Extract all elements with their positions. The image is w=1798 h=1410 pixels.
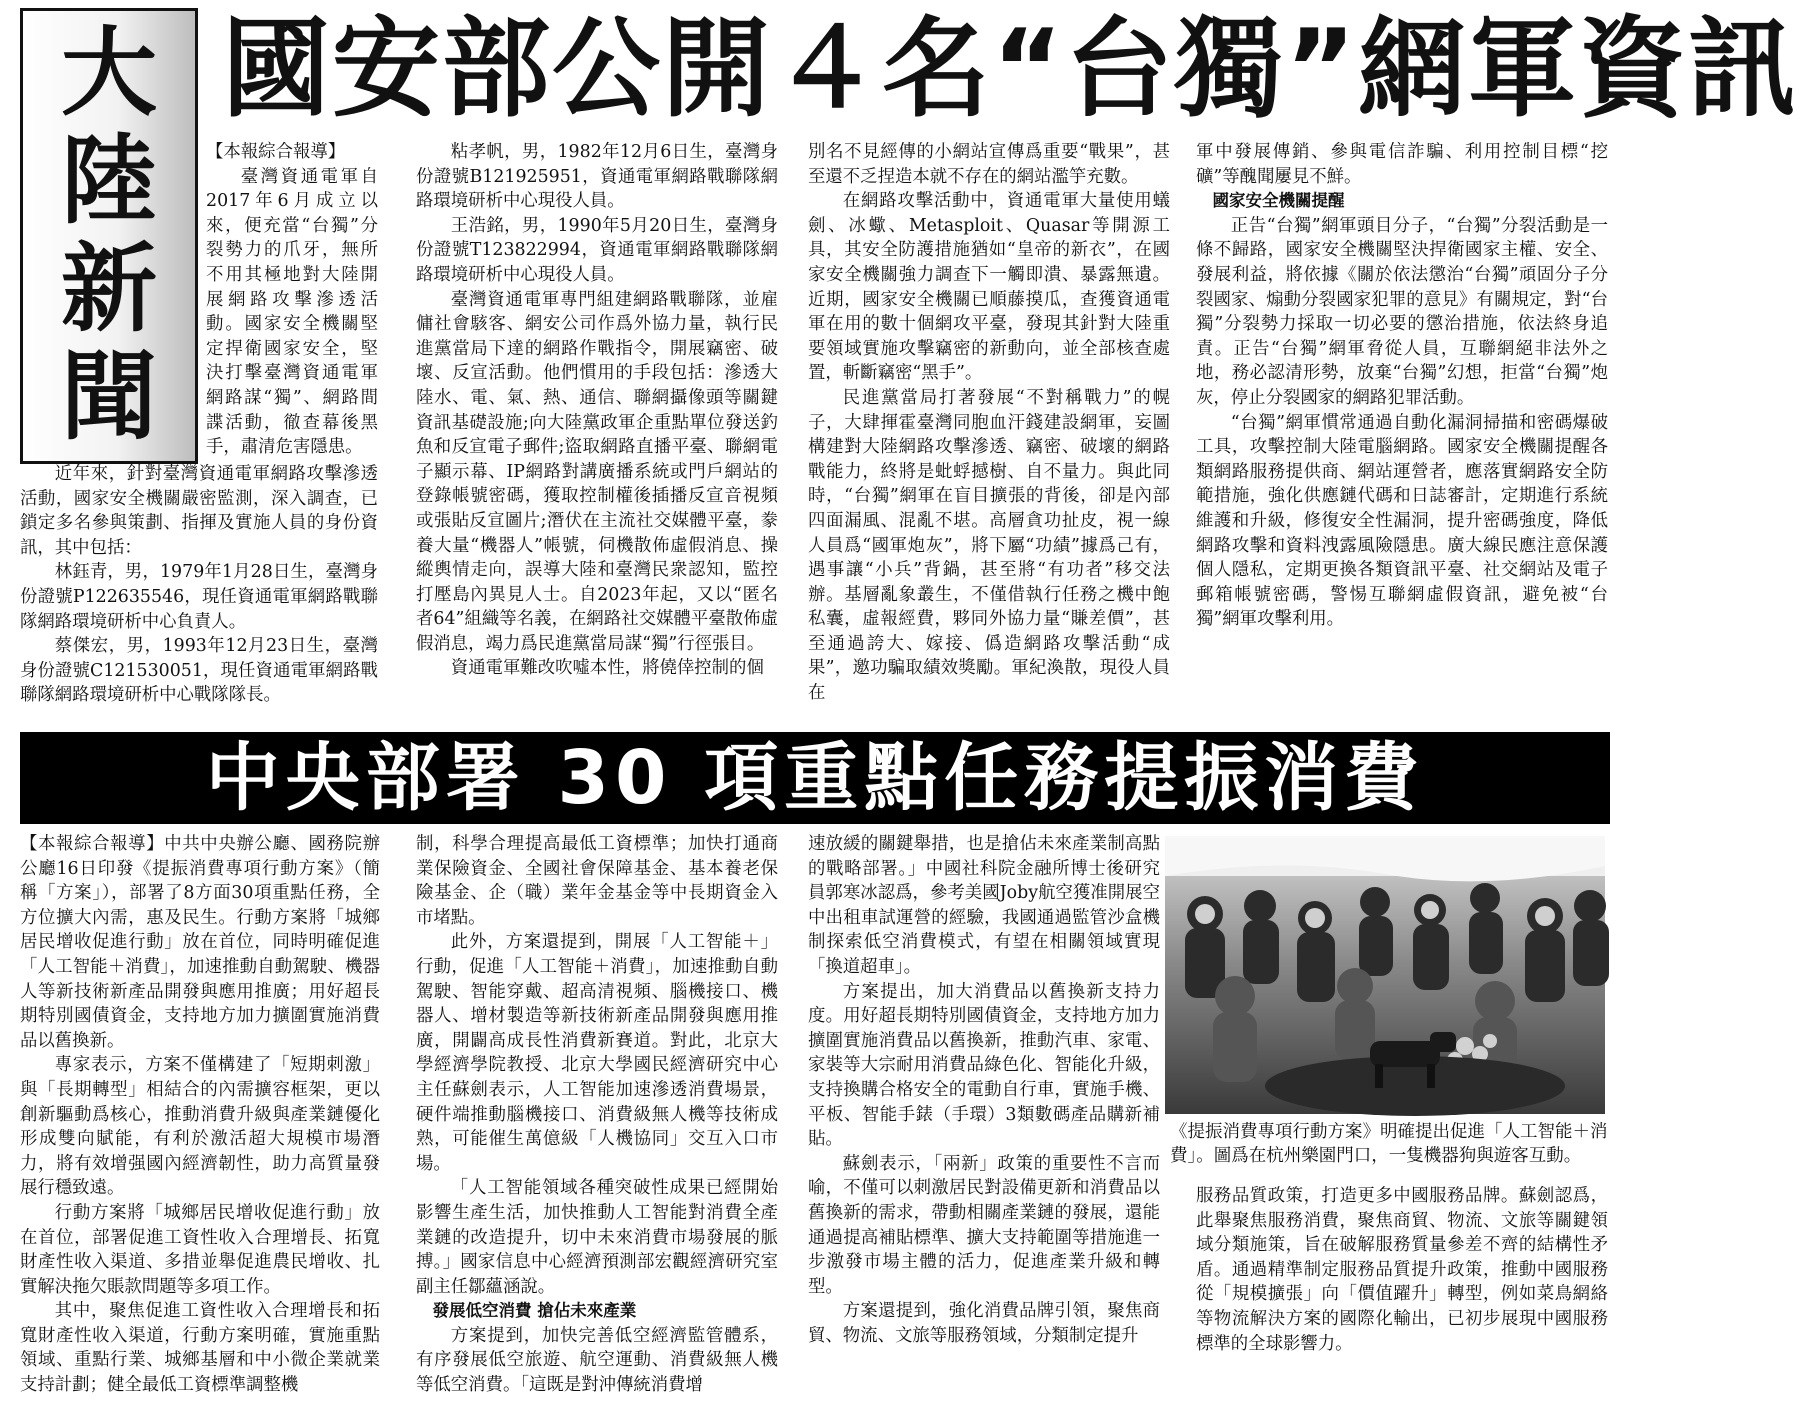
article1-headline: 國安部公開４名“台獨”網軍資訊 [222, 7, 1798, 132]
paragraph: 別名不見經傳的小網站宣傳爲重要“戰果”，甚至還不乏捏造本就不存在的網站濫竽充數。 [808, 142, 1170, 187]
paragraph: 粘孝帆，男，1982年12月6日生，臺灣身份證號B121925951，資通電軍網路戰聯隊網路環境研析中心現役人員。 [416, 142, 778, 212]
article1-byline: 【本報綜合報導】 [206, 142, 346, 162]
subheading: 國家安全機關提醒 [1212, 191, 1345, 211]
paragraph: 方案提到，加快完善低空經濟監管體系，有序發展低空旅遊、航空運動、消費級無人機等低空消費。「這既是對沖傳統消費增 [416, 1325, 778, 1396]
paragraph: 行動方案將「城鄉居民增收促進行動」放在首位，部署促進工資性收入合理增長、拓寬財產性收入渠道、多措並舉促進農民增收、扎實解決拖欠賬款問題等多項工作。 [20, 1202, 380, 1297]
article1-column-4 [1196, 140, 1608, 696]
article1-column-1 [206, 140, 378, 460]
article2-column-4 [1196, 1184, 1608, 1404]
article1-column-2 [416, 140, 778, 696]
paragraph: 軍中發展傳銷、參與電信詐騙、利用控制目標“挖礦”等醜聞屢見不鮮。 [1196, 142, 1608, 187]
section-label [20, 8, 198, 464]
paragraph: 此外，方案還提到，開展「人工智能＋」行動，促進「人工智能＋消費」，加速推動自動駕駛、智能穿戴、超高清視頻、腦機接口、機器人、增材製造等新技術新產品開發與應用推廣，開闢高成長性消費新賽道。對此，北京大學經濟學院教授、北京大學國民經濟研究中心主任蘇劍表示，人工智能加速滲透消費場景，硬件端推動腦機接口、消費級無人機等技術成熟，可能催生萬億級「人機協同」交互入口市場。 [416, 932, 778, 1174]
paragraph: 制，科學合理提高最低工資標準；加快打通商業保險資金、全國社會保障基金、基本養老保險基金、企（職）業年金基金等中長期資金入市堵點。 [416, 834, 778, 928]
article2-headline: 中央部署 30 項重點任務提振消費 [20, 732, 1610, 824]
news-photo [1165, 836, 1605, 1114]
paragraph: 民進黨當局打著發展“不對稱戰力”的幌子，大肆揮霍臺灣同胞血汗錢建設網軍，妄圖構建對大陸網路攻擊滲透、竊密、破壞的網路戰能力，終將是蚍蜉撼樹、自不量力。與此同時，“台獨”網軍在盲目擴張的背後，卻是內部四面漏風、混亂不堪。高層貪功扯皮，視一線人員爲“國軍炮灰”，將下屬“功績”據爲己有，遇事讓“小兵”背鍋，甚至將“有功者”移交法辦。基層亂象叢生，不僅借執行任務之機中飽私囊，虛報經費，夥同外協力量“賺差價”，甚至通過誇大、嫁接、僞造網路攻擊活動“成果”，邀功騙取績效獎勵。軍紀渙散，現役人員在 [808, 387, 1170, 704]
subheading: 發展低空消費 搶佔未來產業 [432, 1301, 637, 1321]
photo-caption: 《提振消費專項行動方案》明確提出促進「人工智能＋消費」。圖爲在杭州樂園門口，一隻機器狗與遊客互動。 [1170, 1122, 1608, 1166]
paragraph: 王浩銘，男，1990年5月20日生，臺灣身份證號T123822994，資通電軍網路戰聯隊網路環境研析中心現役人員。 [416, 215, 778, 285]
paragraph: 服務品質政策，打造更多中國服務品牌。蘇劍認爲，此舉聚焦服務消費，聚焦商貿、物流、文旅等關鍵領域分類施策，旨在破解服務質量參差不齊的結構性矛盾。通過精準制定服務品質提升政策，推動中國服務從「規模擴張」向「價值躍升」轉型，例如菜鳥網絡等物流解決方案的國際化輸出，已初步展現中國服務標準的全球影響力。 [1196, 1186, 1608, 1354]
paragraph: 專家表示，方案不僅構建了「短期刺激」與「長期轉型」相結合的內需擴容框架，更以創新驅動爲核心，推動消費升級與產業鏈優化形成雙向賦能，有利於激活超大規模市場潛力，將有效增强國內經濟韌性，助力高質量發展行穩致遠。 [20, 1055, 380, 1199]
section-label-char: 陸 [61, 124, 157, 237]
article2-column-1 [20, 832, 380, 1404]
article2-column-3 [808, 832, 1160, 1404]
paragraph: 速放緩的關鍵舉措，也是搶佔未來產業制高點的戰略部署。」中國社科院金融所博士後研究員郭寒冰認爲，參考美國Joby航空獲准開展空中出租車試運營的經驗，我國通過監管沙盒機制探索低空消費模式，有望在相關領域實現「換道超車」。 [808, 834, 1160, 977]
paragraph: 在網路攻擊活動中，資通電軍大量使用蟻劍、冰蠍、Metasploit、Quasar等開源工具，其安全防護措施猶如“皇帝的新衣”，在國家安全機關強力調查下一觸即潰、暴露無遺。近期，國家安全機關已順藤摸瓜，查獲資通電軍在用的數十個網攻平臺，發現其針對大陸重要領域實施攻擊竊密的新動向，並全部核查處置，斬斷竊密“黑手”。 [808, 191, 1170, 384]
photo-illustration [1165, 836, 1605, 1114]
paragraph: 「人工智能領域各種突破性成果已經開始影響生產生活，加快推動人工智能對消費全產業鏈的改造提升，切中未來消費市場發展的脈搏。」國家信息中心經濟預測部宏觀經濟研究室副主任鄒蘊涵說。 [416, 1178, 778, 1297]
paragraph: 正告“台獨”網軍頭目分子，“台獨”分裂活動是一條不歸路，國家安全機關堅決捍衛國家主權、安全、發展利益，將依據《關於依法懲治“台獨”頑固分子分裂國家、煽動分裂國家犯罪的意見》有關規定，對“台獨”分裂勢力採取一切必要的懲治措施，依法終身追責。正告“台獨”網軍脅從人員，互聯網絕非法外之地，務必認清形勢，放棄“台獨”幻想，拒當“台獨”炮灰，停止分裂國家的網路犯罪活動。 [1196, 215, 1608, 408]
paragraph: 臺灣資通電軍專門組建網路戰聯隊，並雇傭社會駭客、網安公司作爲外協力量，執行民進黨當局下達的網路作戰指令，開展竊密、破壞、反宣活動。他們慣用的手段包括：滲透大陸水、電、氣、熱、通信、聯網攝像頭等關鍵資訊基礎設施;向大陸黨政軍企重點單位發送釣魚和反宣電子郵件;盜取網路直播平臺、聯網電子顯示幕、IP網路對講廣播系統或門戶網站的登錄帳號密碼，獲取控制權後插播反宣音視頻或張貼反宣圖片;潛伏在主流社交媒體平臺，豢養大量“機器人”帳號，伺機散佈虛假消息、操縱輿情走向，誤導大陸和臺灣民衆認知，監控打壓島內異見人士。自2023年起，又以“匿名者64”組織等名義，在網路社交媒體平臺散佈虛假消息，竭力爲民進黨當局謀“獨”行徑張目。 [416, 289, 778, 654]
paragraph: 資通電軍難改吹噓本性，將僥倖控制的個 [450, 658, 764, 679]
paragraph: 林鈺青，男，1979年1月28日生，臺灣身份證號P122635546，現任資通電軍網路戰聯隊網路環境研析中心負責人。 [20, 562, 378, 632]
paragraph: “台獨”網軍慣常通過自動化漏洞掃描和密碼爆破工具，攻擊控制大陸電腦網路。國家安全機關提醒各類網路服務提供商、網站運營者，應落實網路安全防範措施，強化供應鏈代碼和日誌審計，定期進行系統維護和升級，修復安全性漏洞，提升密碼強度，降低網路攻擊和資料洩露風險隱患。廣大線民應注意保護個人隱私，定期更換各類資訊平臺、社交網站及電子郵箱帳號密碼，警惕互聯網虛假資訊，避免被“台獨”網軍攻擊利用。 [1196, 412, 1608, 630]
paragraph: 方案提出，加大消費品以舊換新支持力度。用好超長期特別國債資金，支持地方加力擴圍實施消費品以舊換新，推動汽車、家電、家裝等大宗耐用消費品綠色化、智能化升級，支持換購合格安全的電動自行車，實施手機、平板、智能手錶（手環）3類數碼產品購新補貼。 [808, 981, 1160, 1150]
paragraph: 其中，聚焦促進工資性收入合理增長和拓寬財產性收入渠道，行動方案明確，實施重點領域、重點行業、城鄉基層和中小微企業就業支持計劃；健全最低工資標準調整機 [20, 1301, 380, 1396]
paragraph: 蘇劍表示，「兩新」政策的重要性不言而喻，不僅可以刺激居民對設備更新和消費品以舊換新的需求，帶動相關產業鏈的發展，還能通過提高補貼標準、擴大支持範圍等措施進一步激發市場主體的活力，促進產業升級和轉型。 [808, 1153, 1160, 1297]
section-label-char: 聞 [61, 340, 157, 453]
article2-byline: 【本報綜合報導】 [20, 834, 165, 854]
paragraph: 近年來，針對臺灣資通電軍網路攻擊滲透活動，國家安全機關嚴密監測，深入調查，已鎖定多名參與策劃、指揮及實施人員的身份資訊，其中包括： [20, 464, 378, 558]
article1-column-3 [808, 140, 1170, 704]
section-label-char: 新 [61, 232, 157, 345]
section-label-char: 大 [61, 16, 157, 129]
article2-column-2 [416, 832, 778, 1404]
paragraph [20, 832, 380, 1053]
article1-column-1-lower [20, 462, 378, 706]
paragraph: 方案還提到，強化消費品牌引領，聚焦商貿、物流、文旅等服務領域，分類制定提升 [808, 1301, 1160, 1346]
paragraph: 臺灣資通電軍自2017年6月成立以來，便充當“台獨”分裂勢力的爪牙，無所不用其極地對大陸開展網路攻擊滲透活動。國家安全機關堅定捍衛國家安全，堅決打擊臺灣資通電軍網路謀“獨”、網路間諜活動，徹查幕後黑手，肅清危害隱患。 [206, 166, 378, 458]
paragraph-text: 中共中央辦公廳、國務院辦公廳16日印發《提振消費專項行動方案》（簡稱「方案」），部署了8方面30項重點任務，全方位擴大內需，惠及民生。行動方案將「城鄉居民增收促進行動」放在首位，同時明確促進「人工智能＋消費」，加速推動自動駕駛、機器人等新技術新產品開發與應用推廣；用好超長期特別國債資金，支持地方加力擴圍實施消費品以舊換新。 [20, 834, 380, 1051]
paragraph: 蔡傑宏，男，1993年12月23日生，臺灣身份證號C121530051，現任資通電軍網路戰聯隊網路環境研析中心戰隊隊長。 [20, 636, 378, 706]
